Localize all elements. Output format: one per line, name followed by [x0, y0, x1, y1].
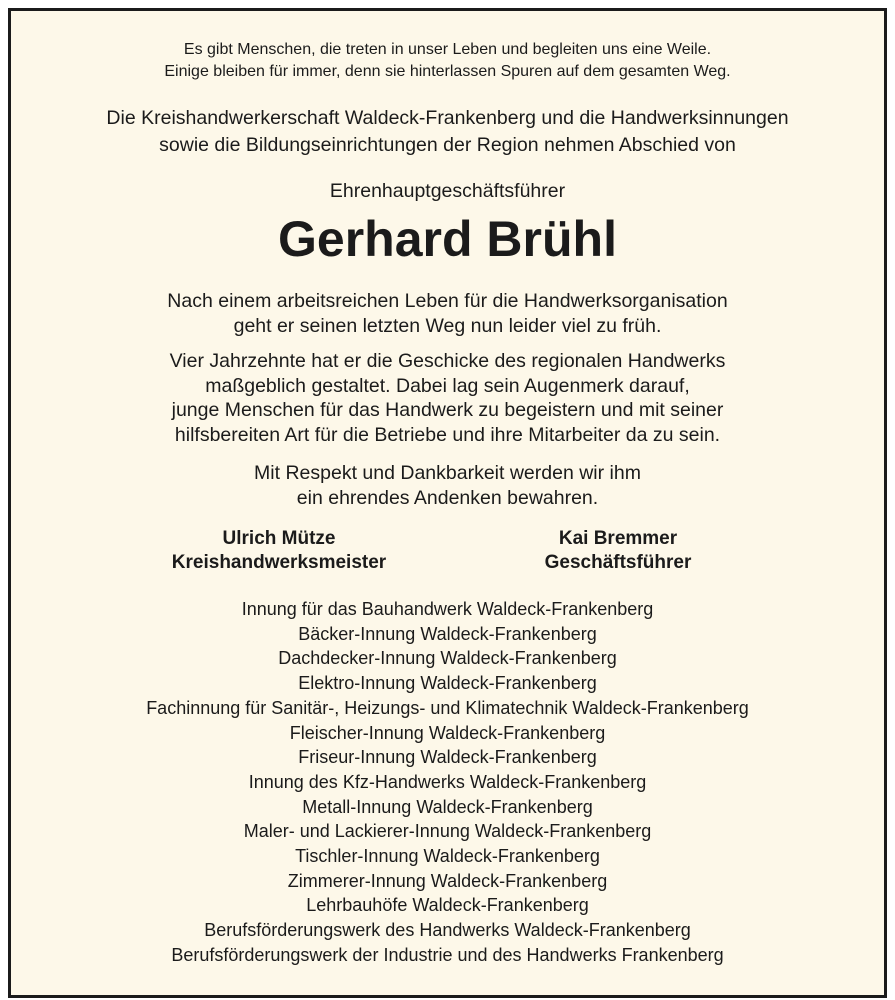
deceased-name: Gerhard Brühl	[278, 211, 617, 267]
organization-item: Friseur-Innung Waldeck-Frankenberg	[298, 747, 597, 768]
organization-item: Fachinnung für Sanitär-, Heizungs- und Klimatechnik Waldeck-Frankenberg	[146, 697, 749, 718]
intro-line: Die Kreishandwerkerschaft Waldeck-Frankenberg und die Handwerksinnungen	[106, 107, 789, 129]
tribute-line: junge Menschen für das Handwerk zu begeistern und mit seiner	[171, 399, 724, 421]
quote-line: Es gibt Menschen, die treten in unser Leben und begleiten uns eine Weile.	[183, 41, 712, 58]
organization-item: Fleischer-Innung Waldeck-Frankenberg	[289, 722, 606, 743]
signatory-left	[109, 527, 449, 575]
intro-text	[11, 105, 884, 159]
organization-item: Lehrbauhöfe Waldeck-Frankenberg	[306, 895, 589, 916]
organization-item: Dachdecker-Innung Waldeck-Frankenberg	[278, 648, 617, 669]
tribute-line: ein ehrendes Andenken bewahren.	[296, 486, 599, 509]
tribute-line: Vier Jahrzehnte hat er die Geschicke des regionalen Handwerks	[169, 350, 726, 372]
obituary-notice	[8, 8, 887, 998]
organization-item: Innung des Kfz-Handwerks Waldeck-Frankenberg	[248, 771, 647, 792]
tribute-paragraph-1	[11, 289, 884, 338]
organization-item: Zimmerer-Innung Waldeck-Frankenberg	[287, 870, 608, 891]
signatory-name: Ulrich Mütze	[222, 528, 336, 549]
signatory-role: Geschäftsführer	[544, 552, 692, 573]
signatory-name: Kai Bremmer	[558, 528, 678, 549]
quote-line: Einige bleiben für immer, denn sie hinterlassen Spuren auf dem gesamten Weg.	[164, 63, 731, 80]
intro-line: sowie die Bildungseinrichtungen der Region nehmen Abschied von	[159, 134, 736, 156]
opening-quote	[11, 39, 884, 83]
tribute-line: Mit Respekt und Dankbarkeit werden wir ihm	[254, 462, 641, 484]
tribute-line: geht er seinen letzten Weg nun leider viel zu früh.	[233, 314, 662, 337]
organization-item: Bäcker-Innung Waldeck-Frankenberg	[298, 623, 597, 644]
tribute-line: Nach einem arbeitsreichen Leben für die Handwerksorganisation	[167, 290, 728, 312]
organization-item: Innung für das Bauhandwerk Waldeck-Frankenberg	[241, 599, 654, 619]
organization-item: Berufsförderungswerk der Industrie und des Handwerks Frankenberg	[171, 944, 724, 965]
tribute-paragraph-3	[11, 461, 884, 510]
tribute-line: maßgeblich gestaltet. Dabei lag sein Augenmerk darauf,	[205, 374, 690, 397]
deceased-title: Ehrenhauptgeschäftsführer	[329, 180, 566, 202]
signatory-role: Kreishandwerksmeister	[171, 552, 387, 573]
organization-item: Elektro-Innung Waldeck-Frankenberg	[298, 673, 597, 694]
organization-item: Berufsförderungswerk des Handwerks Waldeck-Frankenberg	[204, 920, 691, 941]
tribute-line: hilfsbereiten Art für die Betriebe und ihre Mitarbeiter da zu sein.	[174, 423, 721, 446]
organization-item: Metall-Innung Waldeck-Frankenberg	[302, 796, 593, 817]
organization-item: Maler- und Lackierer-Innung Waldeck-Frankenberg	[243, 821, 652, 842]
tribute-paragraph-2	[11, 349, 884, 447]
organization-item: Tischler-Innung Waldeck-Frankenberg	[295, 846, 600, 867]
organization-list	[11, 597, 884, 968]
signatory-right	[448, 527, 788, 575]
